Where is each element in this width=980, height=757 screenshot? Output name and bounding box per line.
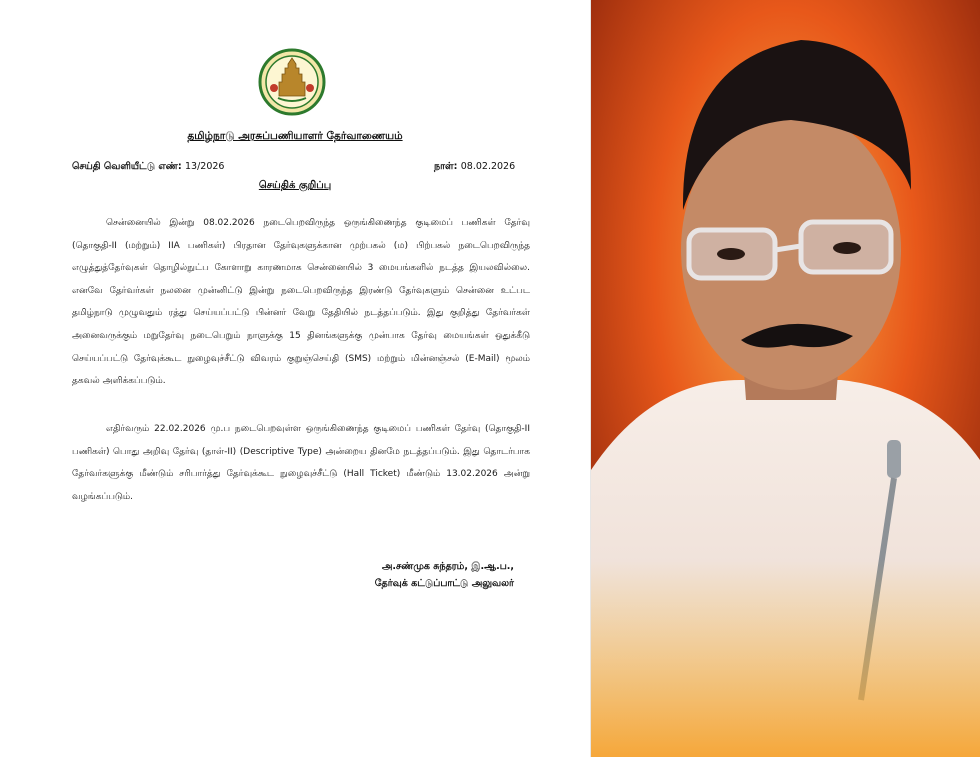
portrait-illustration [591,0,980,757]
date-label: நாள்: [434,161,458,172]
body-paragraph-2: எதிர்வரும் 22.02.2026 மு.ப நடைபெறவுள்ள ஒருங்கிணைந்த குடிமைப் பணிகள் தேர்வு (தொகுதி-II பணிகள்) பொது அறிவு தேர்வு (தாள்-II) (Descriptive Type) அன்றைய தினமே நடத்தப்படும். இது தொடர்பாக தேர்வர்களுக்கு மீண்டும் சரிபார்த்து தேர்வுக்கூட நுழைவுச்சீட்டு (Hall Ticket) மீண்டும் 13.02.2026 அன்று வழங்கப்படும். [72,424,530,502]
release-date [434,161,515,173]
body-paragraph-1: சென்னையில் இன்று 08.02.2026 நடைபெறவிருந்த ஒருங்கிணைந்த குடிமைப் பணிகள் தேர்வு (தொகுதி-II (மற்றும்) IIA பணிகள்) பிரதான தேர்வுகளுக்கான முற்பகல் (ம) பிற்பகல் நடைபெறவிருந்த எழுத்துத்தேர்வுகள் தொழில்நுட்ப கோளாறு காரணமாக சென்னையில் 3 மையங்களில் நடத்த இயலவில்லை. எனவே தேர்வர்கள் நலனை முன்னிட்டு இன்று நடைபெறவிருந்த இரண்டு தேர்வுகளும் சென்னை உட்பட தமிழ்நாடு முழுவதும் ரத்து செய்யப்பட்டு பின்னர் வேறு தேதியில் நடத்தப்படும். இது குறித்து தேர்வர்கள் அனைவருக்கும் மறுதேர்வு நடைபெறும் நாளுக்கு 15 தினங்களுக்கு முன்பாக தேர்வு மையங்கள் ஒதுக்கீடு செய்யப்பட்டு தேர்வுக்கூட நுழைவுச்சீட்டு விவரம் குறுஞ்செய்தி (SMS) மற்றும் மின்னஞ்சல் (E-Mail) மூலம் தகவல் அளிக்கப்படும். [72,218,530,387]
signatory-name: அ.சண்முக சுந்தரம், இ.ஆ.ப., [381,561,514,572]
subject-heading: செய்திக் குறிப்பு [258,180,332,191]
date-value: 08.02.2026 [460,161,516,172]
release-number-value: 13/2026 [185,161,225,172]
tamil-nadu-emblem-icon [258,48,326,116]
signatory-title: தேர்வுக் கட்டுப்பாட்டு அலுவலர் [374,578,514,589]
organization-name: தமிழ்நாடு அரசுப்பணியாளர் தேர்வாணையம் [187,130,403,142]
release-label: செய்தி வெளியீட்டு எண்: [72,161,182,172]
portrait-photo [591,0,980,757]
release-number [72,161,224,173]
